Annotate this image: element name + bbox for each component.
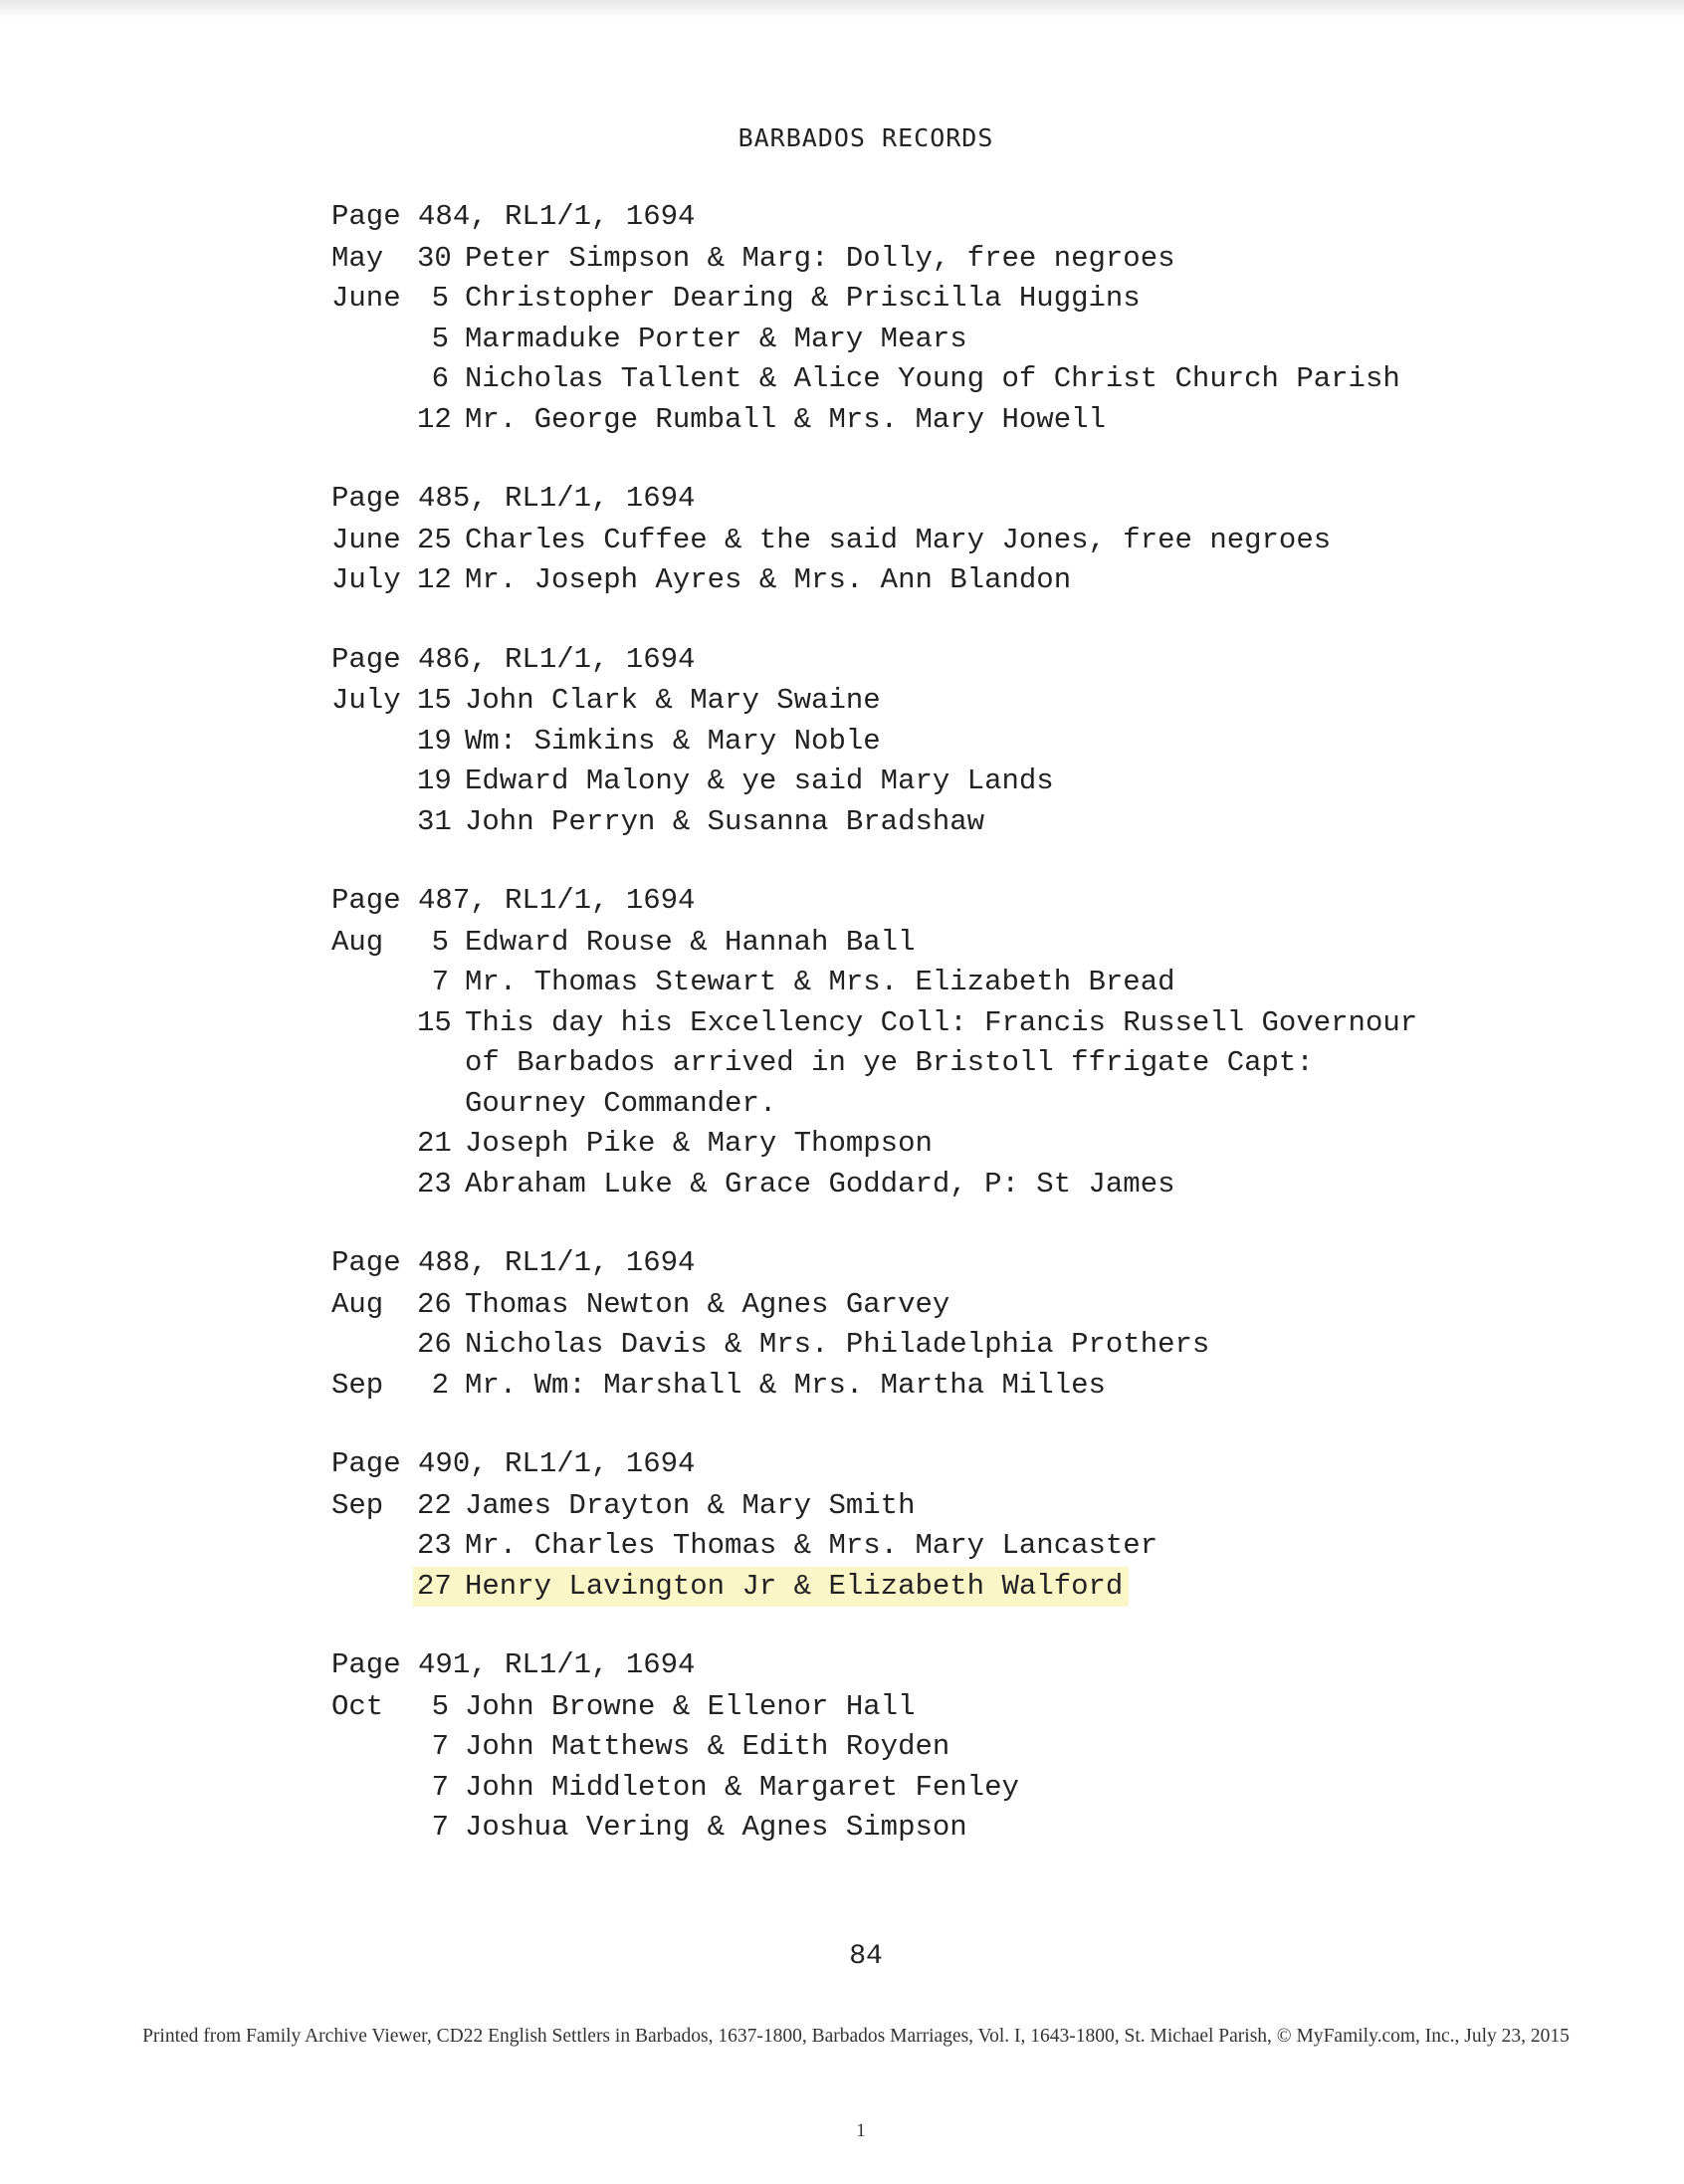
section-page-reference: Page 486, RL1/1, 1694 [331,642,696,676]
entry-day: 15 [417,1005,452,1039]
scan-top-edge [0,0,1684,18]
entry-month [331,1768,417,1809]
entry-text: Wm: Simkins & Mary Noble [465,724,881,758]
entry-day: 6 [431,362,449,395]
section-page-reference: Page 491, RL1/1, 1694 [331,1648,696,1681]
entry-day: 5 [431,925,449,959]
entry-text: John Browne & Ellenor Hall [465,1689,916,1723]
entry-month [331,1003,417,1125]
entry-month [331,359,417,400]
marriage-entry [331,923,1446,964]
entry-text: Marmaduke Porter & Mary Mears [465,322,967,355]
marriage-records [331,197,1446,1887]
entry-day: 26 [417,1287,452,1321]
marriage-entry [331,1687,1446,1728]
section-page-reference: Page 485, RL1/1, 1694 [331,482,696,515]
entry-day: 22 [417,1488,452,1522]
section-page-reference: Page 487, RL1/1, 1694 [331,884,696,917]
entry-month [331,1727,417,1768]
entry-month [331,722,417,763]
entry-month: July [331,684,401,717]
marriage-entry [331,1808,1446,1849]
section-page-reference: Page 490, RL1/1, 1694 [331,1447,696,1480]
marriage-entry-highlighted [331,1567,1446,1608]
marriage-entry [331,1285,1446,1326]
entry-month [331,802,417,843]
marriage-entry [331,400,1446,441]
entry-day: 12 [417,402,452,436]
marriage-entry [331,239,1446,280]
entry-month: June [331,282,401,315]
entry-month [331,762,417,802]
entry-day: 12 [417,563,452,596]
entry-day: 5 [431,282,449,315]
entry-text: Edward Malony & ye said Mary Lands [465,764,1054,797]
entry-month [331,963,417,1003]
entry-text: Mr. Joseph Ayres & Mrs. Ann Blandon [465,563,1072,596]
entry-month [331,1325,417,1366]
marriage-entry [331,963,1446,1003]
entry-day: 2 [431,1368,449,1402]
entry-text: John Clark & Mary Swaine [465,684,881,717]
entry-day: 23 [417,1167,452,1201]
marriage-entry [331,762,1446,802]
marriage-entry [331,1768,1446,1809]
entry-day: 5 [431,322,449,355]
print-footer: Printed from Family Archive Viewer, CD22 English Settlers in Barbados, 1637-1800, Barbados Marriages, Vol. I, 1643-1800, St. Michael Parish, © MyFamily.com, Inc., July 23, 2015 [142,2026,1570,2047]
entry-month [331,400,417,441]
entry-day: 25 [417,523,452,556]
entry-text: Mr. Thomas Stewart & Mrs. Elizabeth Bread [465,966,1175,998]
entry-text: Mr. George Rumball & Mrs. Mary Howell [465,402,1106,436]
marriage-entry [331,1124,1446,1165]
entry-text: John Middleton & Margaret Fenley [465,1770,1019,1804]
marriage-entry [331,1727,1446,1768]
entry-text: Thomas Newton & Agnes Garvey [465,1287,950,1321]
entry-month [331,320,417,360]
marriage-entry [331,1526,1446,1567]
record-section [331,197,1446,440]
entry-day: 26 [417,1328,452,1361]
entry-text: Edward Rouse & Hannah Ball [465,925,916,959]
entry-text: John Perryn & Susanna Bradshaw [465,804,985,838]
entry-text: Charles Cuffee & the said Mary Jones, free negroes [465,523,1332,556]
entry-day: 31 [417,804,452,838]
record-section [331,479,1446,601]
record-section [331,640,1446,843]
marriage-entry [331,521,1446,561]
entry-text: Christopher Dearing & Priscilla Huggins [465,282,1141,315]
entry-day: 23 [417,1529,452,1562]
marriage-entry [331,320,1446,360]
entry-day: 19 [417,764,452,797]
entry-text: Peter Simpson & Marg: Dolly, free negroes [465,241,1175,275]
entry-text: John Matthews & Edith Royden [465,1730,950,1763]
entry-day: 30 [417,241,452,275]
entry-text: Joshua Vering & Agnes Simpson [465,1811,967,1844]
marriage-entry [331,1003,1446,1125]
entry-month: Aug [331,925,384,959]
entry-text: Joseph Pike & Mary Thompson [465,1127,933,1160]
entry-text: This day his Excellency Coll: Francis Russell Governour of Barbados arrived in ye Bristoll ffrigate Capt: Gourney Commander. [465,1005,1418,1120]
entry-month [331,1526,417,1567]
entry-month [331,1165,417,1205]
entry-month [331,1124,417,1165]
entry-day: 7 [431,966,449,998]
entry-month: July [331,563,401,596]
marriage-entry [331,802,1446,843]
page-title: BARBADOS RECORDS [737,123,994,152]
entry-text: Nicholas Tallent & Alice Young of Christ Church Parish [465,362,1400,395]
entry-day: 7 [431,1730,449,1763]
footer-sheet-number: 1 [856,2120,866,2141]
entry-month: Oct [331,1689,384,1723]
entry-text: Nicholas Davis & Mrs. Philadelphia Prothers [465,1328,1210,1361]
marriage-entry [331,722,1446,763]
entry-month: June [331,523,401,556]
entry-day: 7 [431,1811,449,1844]
entry-month [331,1567,417,1608]
entry-day: 15 [417,684,452,717]
entry-day: 19 [417,724,452,758]
entry-month: Sep [331,1368,384,1402]
section-page-reference: Page 488, RL1/1, 1694 [331,1246,696,1279]
entry-text: Mr. Wm: Marshall & Mrs. Martha Milles [465,1368,1106,1402]
marriage-entry [331,1366,1446,1407]
marriage-entry [331,560,1446,601]
marriage-entry [331,359,1446,400]
record-section [331,881,1446,1204]
entry-day: 27 [417,1569,452,1603]
entry-month: Sep [331,1488,384,1522]
record-section [331,1645,1446,1849]
entry-month: Aug [331,1287,384,1321]
highlight-mark [413,1567,1129,1608]
entry-month: May [331,241,384,275]
entry-day: 21 [417,1127,452,1160]
marriage-entry [331,681,1446,722]
entry-text: Henry Lavington Jr & Elizabeth Walford [465,1569,1124,1603]
page-number: 84 [849,1941,883,1972]
record-section [331,1243,1446,1406]
entry-text: Mr. Charles Thomas & Mrs. Mary Lancaster [465,1529,1158,1562]
marriage-entry [331,1486,1446,1527]
marriage-entry [331,1325,1446,1366]
entry-text: Abraham Luke & Grace Goddard, P: St James [465,1167,1175,1201]
section-page-reference: Page 484, RL1/1, 1694 [331,200,696,233]
marriage-entry [331,1165,1446,1205]
entry-day: 7 [431,1770,449,1804]
marriage-entry [331,279,1446,320]
entry-day: 5 [431,1689,449,1723]
entry-text: James Drayton & Mary Smith [465,1488,916,1522]
entry-month [331,1808,417,1849]
record-section [331,1444,1446,1607]
